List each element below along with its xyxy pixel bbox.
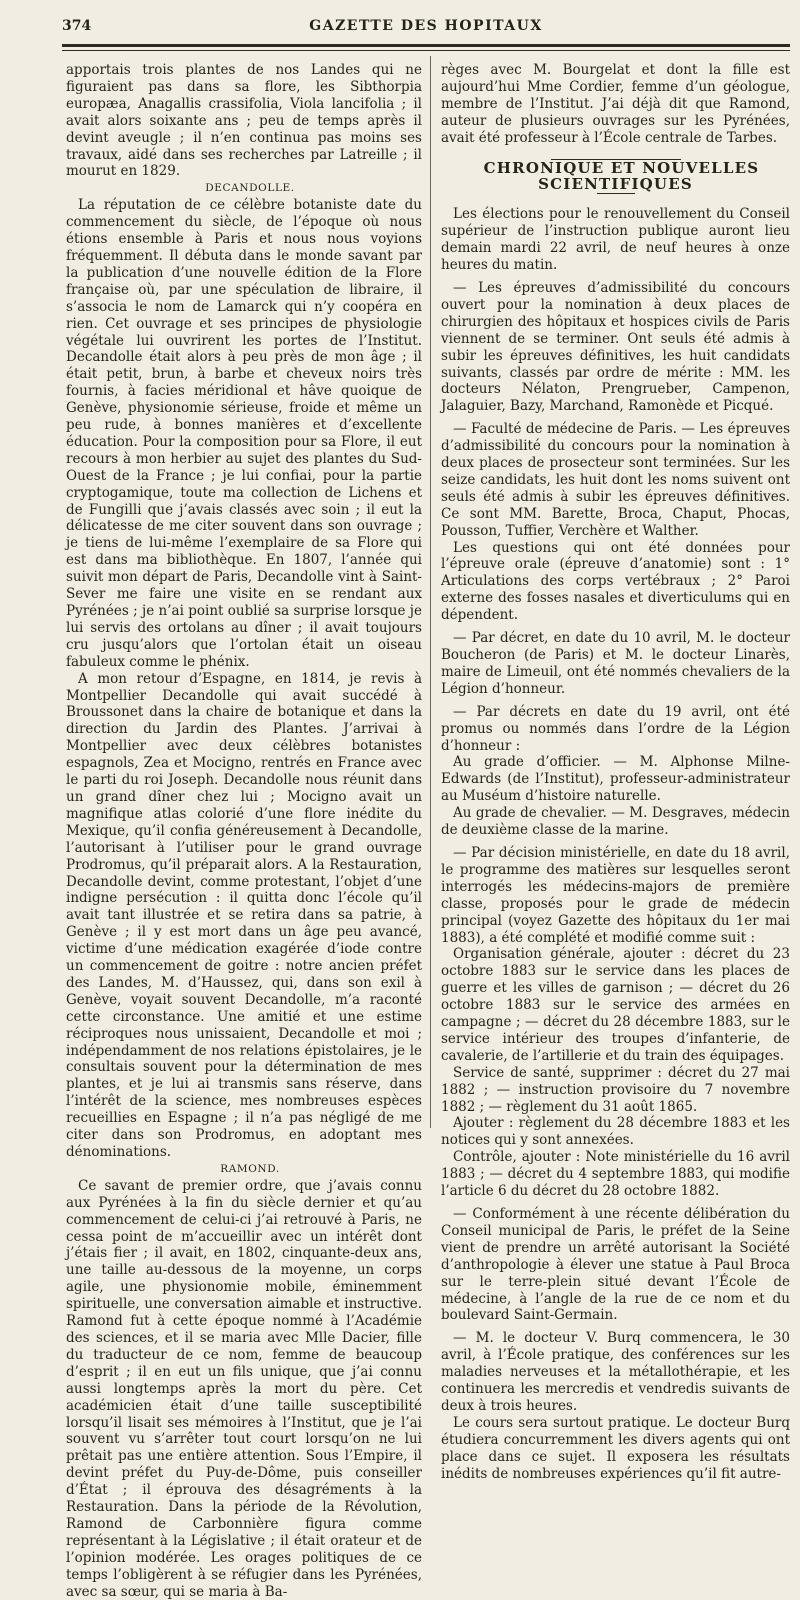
left-paragraph: La réputation de ce célèbre botaniste date du commencement du siècle, de l’époque où nous étions ensemble à Paris et nous nous voyions fréquemment. Il débuta dans le monde savant par la publication d’une nouvelle édition de la Flore française où, par une spéculation de libraire, il s’associa le nom de Lamarck qui n’y coopéra en rien. Cet ouvrage et ses principes de physiologie végétale lui ouvrirent les portes de l’Institut. Decandolle était alors à peu près de mon âge ; il était petit, brun, à barbe et cheveux noirs très fournis, à facies méridional et hâve quoique de Genève, physionomie sérieuse, froide et même un peu rude, à bonnes manières et d’excellente éducation. Pour la composition pour sa Flore, il eut recours à mon herbier au sujet des plantes du Sud-Ouest de la France ; je lui confiai, pour la partie cryptogamique, toute ma collection de Lichens et de Fungilli que j’avais classés avec soin ; il eut la délicatesse de me citer souvent dans son ouvrage ; je tiens de lui-même l’exemplaire de sa Flore qui est dans ma bibliothèque. En 1807, l’année qui suivit mon départ de Paris, Decandolle vint à Saint-Sever me faire une visite en se rendant aux Pyrénées ; je n’ai point oublié sa surprise lorsque je lui servis des ortolans au dîner ; il avait toujours cru jusqu’alors que l’ortolan était un oiseau fabuleux comme le phénix. (66, 197, 422, 670)
chronicle-heading: CHRONIQUE ET NOUVELLES SCIENTIFIQUES (483, 158, 760, 194)
right-column (441, 62, 790, 1482)
news-item: Contrôle, ajouter : Note ministérielle du 16 avril 1883 ; — décret du 4 septembre 1883, qui modifie l’article 6 du décret du 28 octobre 1882. (441, 1149, 790, 1200)
news-item: Les questions qui ont été données pour l’épreuve orale (épreuve d’anatomie) sont : 1° Articulations des corps vertébraux ; 2° Paroi externe des fosses nasales et diverticulums qui en dépendent. (441, 539, 790, 624)
news-item: Les élections pour le renouvellement du Conseil supérieur de l’instruction publique auront lieu demain mardi 22 avril, de neuf heures à onze heures du matin. (441, 206, 790, 274)
column-divider (430, 56, 431, 1128)
header-rule-thick (62, 44, 790, 47)
left-paragraph: A mon retour d’Espagne, en 1814, je revis à Montpellier Decandolle qui avait succédé à Broussonet dans la chaire de botanique et dans la direction du Jardin des Plantes. J’arrivai à Montpellier avec deux célèbres botanistes espagnols, Zea et Mocigno, rentrés en France avec le parti du roi Joseph. Decandolle nous réunit dans un grand dîner chez lui ; Mocigno avait un magnifique atlas colorié d’une flore inédite du Mexique, qu’il confia généreusement à Decandolle, l’autorisant à l’utiliser pour le grand ouvrage Prodromus, qu’il préparait alors. A la Restauration, Decandolle devint, comme protestant, l’objet d’une indigne persécution : il quitta donc l’école qu’il avait tant illustrée et se retira dans sa patrie, à Genève ; il y est mort dans un âge peu avancé, victime d’une médication exagérée d’iode contre un commencement de goitre : notre ancien préfet des Landes, M. d’Haussez, qui, dans son exil à Genève, voyait souvent Decandolle, m’a raconté cette circonstance. Une amitié et une estime réciproques nous unissaient, Decandolle et moi ; indépendamment de nos relations épistolaires, je le consultais souvent pour la détermination de mes plantes, et je lui ai transmis sans réserve, dans l’intérêt de la science, mes nombreuses espèces recueillies en Espagne ; il n’a pas négligé de me citer dans son Prodromus, en adoptant mes dénominations. (66, 670, 422, 1160)
news-item: — M. le docteur V. Burq commencera, le 30 avril, à l’École pratique, des conférences sur les maladies nerveuses et la métallothérapie, et les continuera les mercredis et vendredis suivants de deux à trois heures. (441, 1330, 790, 1414)
news-item: Ajouter : règlement du 28 décembre 1883 et les notices qui y sont annexées. (441, 1115, 790, 1149)
right-paragraph: règes avec M. Bourgelat et dont la fille est aujourd’hui Mme Cordier, femme d’un géologue, membre de l’Institut. J’ai déjà dit que Ramond, auteur de plusieurs ouvrages sur les Pyrénées, avait été professeur à l’École centrale de Tarbes. (441, 62, 790, 146)
news-item: — Par décision ministérielle, en date du 18 avril, le programme des matières sur lesquelles seront interrogés les médecins-majors de première classe, proposés pour le grade de médecin principal (voyez Gazette des hôpitaux du 1er mai 1883), a été complété et modifié comme suit : (441, 844, 790, 946)
journal-title: GAZETTE DES HOPITAUX (309, 18, 543, 34)
heading-underline (597, 193, 635, 194)
section-heading-decandolle: DECANDOLLE. (205, 182, 295, 195)
news-item: Le cours sera surtout pratique. Le docteur Burq étudiera concurremment les divers agents qui ont place dans ce sujet. Il exposera les résultats inédits de nombreuses expériences qu’il fit autre- (441, 1414, 790, 1482)
news-item: — Par décret, en date du 10 avril, M. le docteur Boucheron (de Paris) et M. le docteur Linarès, maire de Limeuil, ont été nommés chevaliers de la Légion d’honneur. (441, 630, 790, 697)
news-item: Au grade de chevalier. — M. Desgraves, médecin de deuxième classe de la marine. (441, 805, 790, 839)
left-paragraph: apportais trois plantes de nos Landes qui ne figuraient pas dans sa flore, les Sibthorpia europæa, Anagallis crassifolia, Viola lancifolia ; il avait alors soixante ans ; peu de temps après il devint aveugle ; il n’en continua pas moins ses travaux, aidé dans ses recherches par Latreille ; il mourut en 1829. (66, 62, 422, 180)
news-item: — Les épreuves d’admissibilité du concours ouvert pour la nomination à deux places de chirurgien des hôpitaux et hospices civils de Paris viennent de se terminer. Ont seuls été admis à subir les épreuves définitives, les huit candidats suivants, classés par ordre de mérite : MM. les docteurs Nélaton, Prengrueber, Campenon, Jalaguier, Bazy, Marchand, Ramonède et Picqué. (441, 279, 790, 415)
news-item: Au grade d’officier. — M. Alphonse Milne-Edwards (de l’Institut), professeur-administrateur au Muséum d’histoire naturelle. (441, 754, 790, 805)
news-item: Service de santé, supprimer : décret du 27 mai 1882 ; — instruction provisoire du 7 novembre 1882 ; — règlement du 31 août 1865. (441, 1064, 790, 1115)
left-paragraph: Ce savant de premier ordre, que j’avais connu aux Pyrénées à la fin du siècle dernier et qu’au commencement de celui-ci j’ai retrouvé à Paris, ne cessa point de m’accueillir avec un intérêt dont j’étais fier ; il avait, en 1802, cinquante-deux ans, une taille au-dessous de la moyenne, un corps agile, une physionomie mobile, éminemment spirituelle, une conversation aimable et instructive. Ramond fut à cette époque nommé à l’Académie des sciences, et il se maria avec Mlle Dacier, fille du traducteur de ce nom, femme de beaucoup d’esprit ; il en eut un fils unique, que j’ai connu aussi longtemps après la mort du père. Cet académicien était d’une taille susceptibilité lorsqu’il lisait ses mémoires à l’Institut, que je l’ai souvent vu s’arrêter tout court lorsqu’on ne lui prêtait pas une entière attention. Sous l’Empire, il devint préfet du Puy-de-Dôme, puis conseiller d’État ; il éprouva des désagréments à la Restauration. Dans la période de la Révolution, Ramond de Carbonnière figura comme représentant à la Législative ; il était orateur et de l’opinion modérée. Les orages politiques de ce temps l’obligèrent à se réfugier dans les Pyrénées, avec sa sœur, qui se maria à Ba- (66, 1177, 422, 1600)
news-item: Organisation générale, ajouter : décret du 23 octobre 1883 sur le service dans les places de guerre et les villes de garnison ; — décret du 26 octobre 1883 sur le service des armées en campagne ; — décret du 28 décembre 1883, sur le service intérieur des troupes d’infanterie, de cavalerie, de l’artillerie et du train des équipages. (441, 946, 790, 1064)
news-item: — Par décrets en date du 19 avril, ont été promus ou nommés dans l’ordre de la Légion d’honneur : (441, 703, 790, 754)
header-rule-thin (62, 50, 790, 51)
section-heading-ramond: RAMOND. (220, 1162, 280, 1175)
left-column (66, 62, 422, 1600)
news-item: — Faculté de médecine de Paris. — Les épreuves d’admissibilité du concours pour la nomination à deux places de prosecteur sont terminées. Sur les seize candidats, les huit dont les noms suivent ont seuls été admis à subir les épreuves définitives. Ce sont MM. Barette, Broca, Chaput, Phocas, Pousson, Tuffier, Verchère et Walther. (441, 421, 790, 539)
page-header (62, 18, 790, 38)
page-number: 374 (62, 18, 92, 34)
news-item: — Conformément à une récente délibération du Conseil municipal de Paris, le préfet de la Seine vient de prendre un arrêté autorisant la Société d’anthropologie à élever une statue à Paul Broca sur le terre-plein situé devant l’École de médecine, à l’angle de la rue de ce nom et du boulevard Saint-Germain. (441, 1206, 790, 1324)
